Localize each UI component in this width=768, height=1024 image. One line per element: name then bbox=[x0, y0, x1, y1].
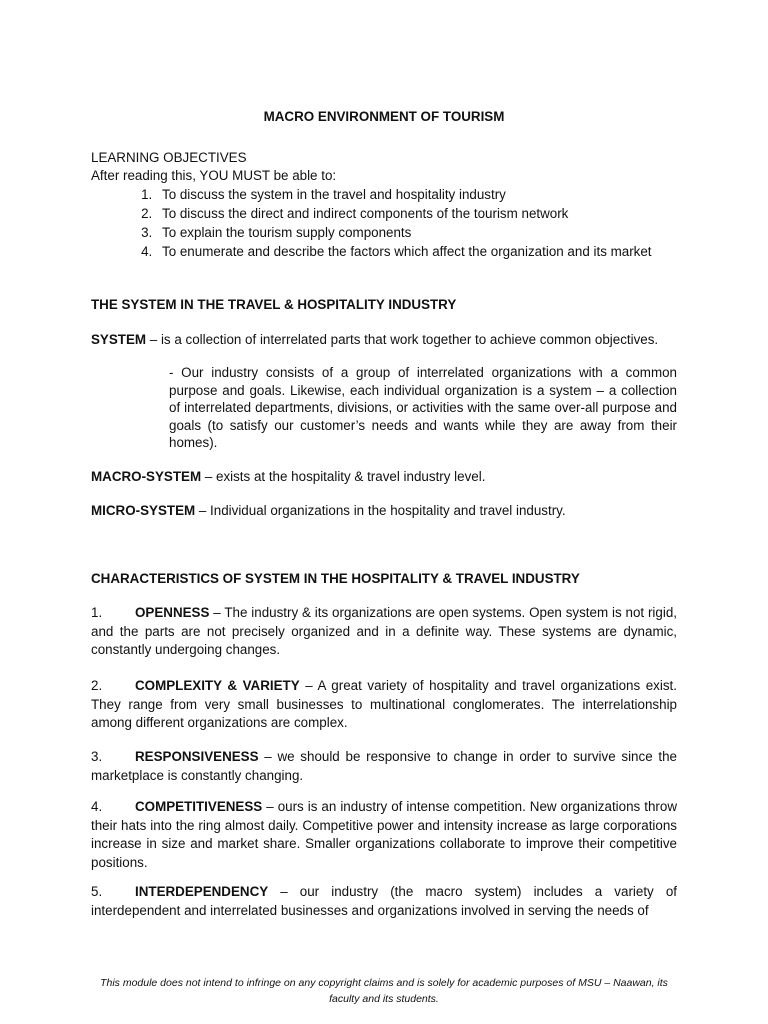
item-text: – The industry & its organizations are open systems. Open system is not rigid, and the parts are not precisely organized and in a definite way. These systems are dynamic, constantly undergoing changes. bbox=[91, 605, 677, 657]
definition-text: – Individual organizations in the hospitality and travel industry. bbox=[195, 503, 566, 518]
characteristics-heading: CHARACTERISTICS OF SYSTEM IN THE HOSPITALITY & TRAVEL INDUSTRY bbox=[91, 571, 580, 586]
definition-text: – exists at the hospitality & travel industry level. bbox=[201, 469, 486, 484]
item-number: 3. bbox=[91, 749, 103, 764]
micro-system-definition bbox=[91, 502, 677, 520]
term-label: SYSTEM bbox=[91, 332, 147, 347]
characteristic-item bbox=[91, 798, 677, 872]
definition-text: – is a collection of interrelated parts that work together to achieve common objectives. bbox=[146, 332, 659, 347]
item-text: – our industry (the macro system) includes a variety of interdependent and interrelated businesses and organizations involved in serving the needs of bbox=[91, 884, 677, 918]
objectives-heading: LEARNING OBJECTIVES bbox=[91, 150, 247, 165]
term-label: MACRO-SYSTEM bbox=[91, 469, 202, 484]
term-label: INTERDEPENDENCY bbox=[135, 884, 269, 899]
term-label: MICRO-SYSTEM bbox=[91, 503, 196, 518]
item-number: 2. bbox=[91, 678, 103, 693]
item-number: 1. bbox=[91, 605, 103, 620]
term-label: RESPONSIVENESS bbox=[135, 749, 259, 764]
system-definition bbox=[91, 331, 677, 349]
term-label: COMPLEXITY & VARIETY bbox=[135, 678, 300, 693]
item-text: – we should be responsive to change in order to survive since the marketplace is constantly changing. bbox=[91, 749, 677, 783]
page-title: MACRO ENVIRONMENT OF TOURISM bbox=[263, 109, 505, 124]
list-item: 2. To discuss the direct and indirect components of the tourism network bbox=[156, 204, 677, 223]
term-label: OPENNESS bbox=[135, 605, 210, 620]
item-text: – ours is an industry of intense competition. New organizations throw their hats into the ring almost daily. Competitive power and intensity increase as large corporations increase in size and market share. Smaller organizations collaborate to improve their competitive positions. bbox=[91, 799, 677, 870]
item-number: 5. bbox=[91, 884, 103, 899]
list-item: 3. To explain the tourism supply components bbox=[156, 223, 677, 242]
characteristic-item bbox=[91, 604, 677, 660]
characteristic-item bbox=[91, 883, 677, 920]
characteristic-item bbox=[91, 748, 677, 785]
term-label: COMPETITIVENESS bbox=[135, 799, 263, 814]
item-text: – A great variety of hospitality and travel organizations exist. They range from very small businesses to multinational conglomerates. The interrelationship among different organizations are complex. bbox=[91, 678, 677, 730]
system-note: - Our industry consists of a group of interrelated organizations with a common purpose and goals. Likewise, each individual organization is a system – a collection of interrelated departments, divisions, or activities with the same over-all purpose and goals (to satisfy our customer’s needs and wants while they are away from their homes). bbox=[169, 365, 677, 450]
item-number: 4. bbox=[91, 799, 103, 814]
footer-disclaimer: This module does not intend to infringe on any copyright claims and is solely for academic purposes of MSU – Naawan, its faculty and its students. bbox=[100, 977, 668, 1005]
list-item: 4. To enumerate and describe the factors which affect the organization and its market bbox=[156, 242, 677, 261]
objectives-list bbox=[91, 185, 677, 261]
characteristic-item bbox=[91, 677, 677, 733]
objectives-intro: After reading this, YOU MUST be able to: bbox=[91, 168, 337, 183]
system-section-heading: THE SYSTEM IN THE TRAVEL & HOSPITALITY INDUSTRY bbox=[91, 297, 457, 312]
learning-objectives bbox=[91, 149, 677, 261]
macro-system-definition bbox=[91, 468, 677, 486]
list-item: 1. To discuss the system in the travel and hospitality industry bbox=[156, 185, 677, 204]
